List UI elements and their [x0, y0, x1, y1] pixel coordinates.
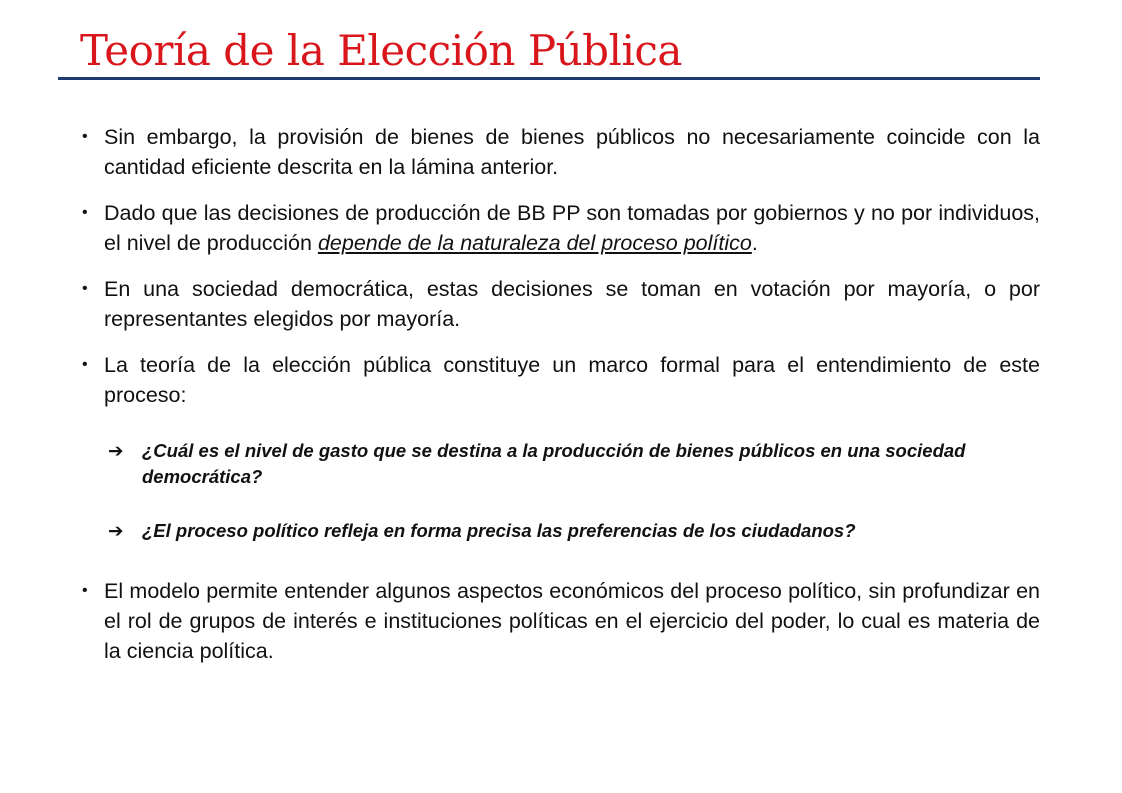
- bullet-item: [82, 198, 1040, 258]
- question-text: ¿El proceso político refleja en forma precisa las preferencias de los ciudadanos?: [142, 520, 856, 541]
- bullet-dot-icon: •: [82, 356, 88, 373]
- question-item: [108, 518, 978, 544]
- bullet-dot-icon: •: [82, 582, 88, 599]
- bullet-text: El modelo permite entender algunos aspectos económicos del proceso político, sin profundizar en el rol de grupos de interés e instituciones políticas en el ejercicio del poder, lo cual es materia de la ciencia política.: [104, 579, 1040, 663]
- question-list: [82, 438, 1040, 544]
- arrow-right-icon: ➔: [108, 520, 124, 541]
- slide-content: [82, 122, 1040, 682]
- bullet-item: [82, 576, 1040, 666]
- bullet-text-start: Dado que las decisiones de producción de BB PP son tomadas por gobiernos y no por individuos, el nivel de producción: [104, 201, 1040, 255]
- bullet-text: [104, 198, 1040, 258]
- question-text: ¿Cuál es el nivel de gasto que se destina a la producción de bienes públicos en una sociedad democrática?: [142, 440, 966, 487]
- bullet-text-end: .: [751, 231, 758, 255]
- emphasized-phrase: depende de la naturaleza del proceso político: [317, 231, 752, 255]
- bullet-item: [82, 274, 1040, 334]
- arrow-right-icon: ➔: [108, 440, 124, 461]
- slide-title: Teoría de la Elección Pública: [80, 26, 682, 75]
- bullet-item: [82, 350, 1040, 410]
- title-underline: [58, 77, 1040, 80]
- bullet-item: [82, 122, 1040, 182]
- bullet-text: Sin embargo, la provisión de bienes de bienes públicos no necesariamente coincide con la cantidad eficiente descrita en la lámina anterior.: [104, 125, 1040, 179]
- bullet-text: En una sociedad democrática, estas decisiones se toman en votación por mayoría, o por representantes elegidos por mayoría.: [104, 277, 1040, 331]
- bullet-dot-icon: •: [82, 128, 88, 145]
- bullet-text: La teoría de la elección pública constituye un marco formal para el entendimiento de este proceso:: [104, 353, 1040, 407]
- question-item: [108, 438, 978, 490]
- bullet-dot-icon: •: [82, 280, 88, 297]
- bullet-dot-icon: •: [82, 204, 88, 221]
